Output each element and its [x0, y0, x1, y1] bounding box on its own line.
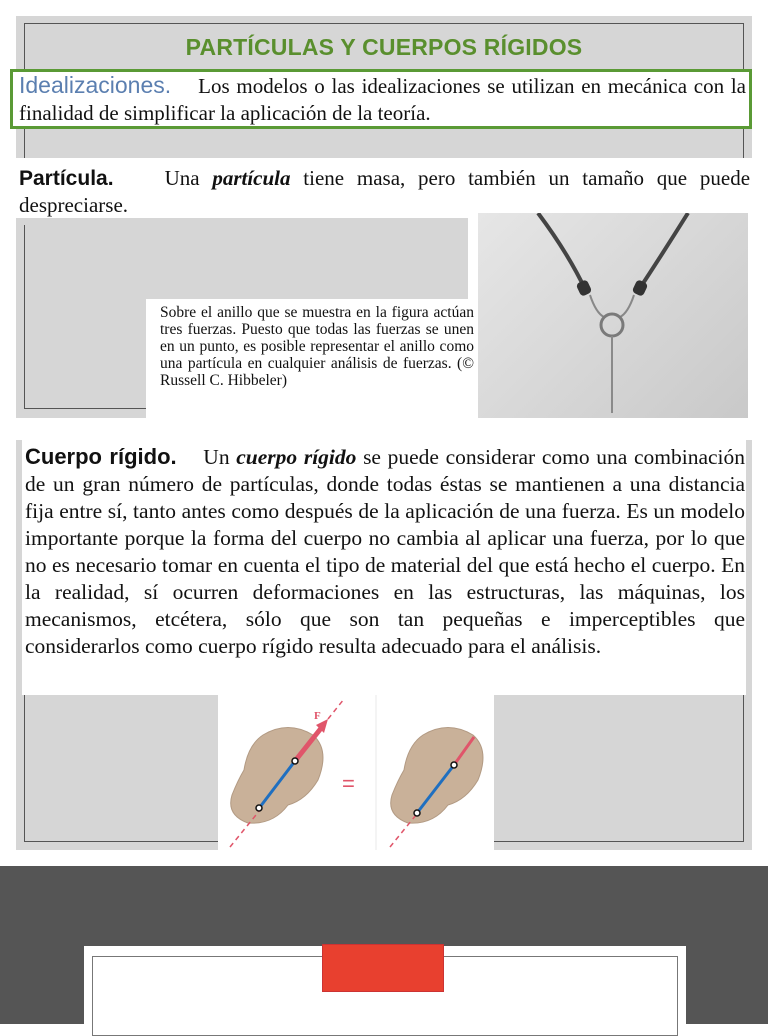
- particula-heading: Partícula.: [19, 167, 114, 190]
- cuerpo-figure-frame-right-line: [494, 695, 744, 842]
- idealizaciones-paragraph: [19, 72, 746, 127]
- page-title: PARTÍCULAS Y CUERPOS RÍGIDOS: [185, 34, 583, 60]
- cuerpo-frame-left: [16, 440, 22, 710]
- right-point-a: [414, 810, 420, 816]
- cuerpo-figure-frame-left-line: [24, 695, 218, 842]
- particula-text-before: Una: [164, 166, 200, 190]
- rigid-body-figure: [218, 695, 494, 850]
- idealizaciones-heading: Idealizaciones.: [19, 72, 172, 98]
- cuerpo-text-after: se puede considerar como una combinación de un gran número de partículas, donde todas éstas se mantienen a una distancia fija entre sí, tanto antes como después de la aplicación de una fuerza. Es un modelo importante porque la forma del cuerpo no cambia al aplicar una fuerza, por lo que no es necesario tomar en cuenta el tipo de material del que está hecho el cuerpo. En la realidad, sí ocurren deformaciones en las estructuras, las máquinas, los mecanismos, etcétera, sólo que son tan pequeñas e imperceptibles que considerarlos como cuerpo rígido resulta adecuado para el análisis.: [25, 445, 746, 658]
- ring-photo-illustration: [478, 213, 748, 418]
- particula-caption: Sobre el anillo que se muestra en la figura actúan tres fuerzas. Puesto que todas las fuerzas se unen en un punto, es posible representar el anillo como una partícula en cualquier análisis de fuerzas. (© Russell C. Hibbeler): [146, 299, 474, 419]
- force-label: F: [314, 710, 321, 722]
- cuerpo-frame-right: [746, 440, 752, 710]
- cuerpo-paragraph: [25, 443, 745, 660]
- left-point-b: [292, 758, 298, 764]
- particula-text-after: tiene masa, pero también un tamaño que puede despreciarse.: [19, 166, 751, 217]
- particula-emphasis: partícula: [212, 166, 291, 190]
- idealizaciones-text: Los modelos o las idealizaciones se utilizan en mecánica con la finalidad de simplificar la aplicación de la teoría.: [19, 74, 747, 125]
- right-point-b: [451, 762, 457, 768]
- bottom-card-tab: [322, 944, 444, 992]
- equals-sign: =: [342, 771, 355, 796]
- cuerpo-emphasis: cuerpo rígido: [236, 445, 357, 469]
- left-point-a: [256, 805, 262, 811]
- cuerpo-text-before: Un: [203, 445, 230, 469]
- rigid-body-diagram: [218, 695, 494, 850]
- ring-photo: [478, 213, 748, 418]
- left-line-of-action-upper: [328, 699, 344, 719]
- cuerpo-heading: Cuerpo rígido.: [25, 444, 177, 469]
- particula-paragraph: [19, 165, 750, 219]
